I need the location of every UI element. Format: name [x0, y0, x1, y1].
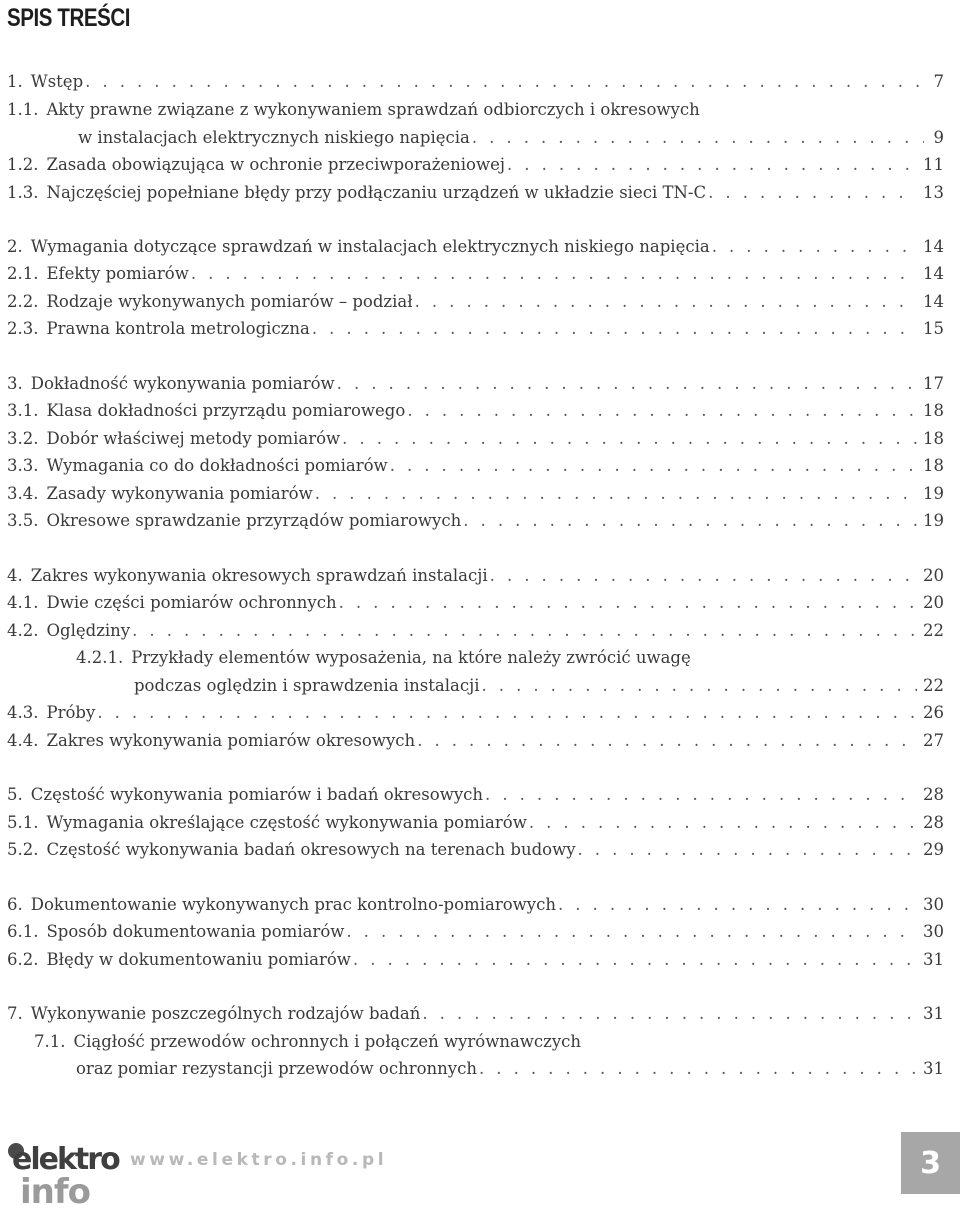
toc-entry-page: 30 [923, 922, 944, 941]
toc-entry[interactable] [0, 425, 960, 452]
toc-entry-title: Wymagania co do dokładności pomiarów [46, 456, 388, 475]
dot-leader [417, 727, 917, 754]
toc-entry[interactable] [0, 124, 960, 151]
toc-entry[interactable] [0, 1055, 960, 1082]
toc-entry-page: 7 [933, 72, 944, 91]
toc-entry-title: w instalacjach elektrycznych niskiego napięcia [78, 128, 470, 147]
toc-entry[interactable] [0, 891, 960, 918]
toc-entry[interactable] [0, 480, 960, 507]
toc-entry-title: Sposób dokumentowania pomiarów [46, 922, 345, 941]
toc-entry-number: 3.4. [7, 484, 39, 503]
toc-entry-title: Dwie części pomiarów ochronnych [46, 593, 337, 612]
dot-leader [490, 562, 917, 589]
dot-leader [578, 836, 917, 863]
toc-entry[interactable] [0, 781, 960, 808]
toc-entry-title: Wykonywanie poszczególnych rodzajów badań [30, 1004, 421, 1023]
toc-entry-page: 28 [923, 813, 944, 832]
toc-entry-page: 27 [923, 731, 944, 750]
toc-entry-page: 18 [923, 401, 944, 420]
toc-entry[interactable] [0, 315, 960, 342]
toc-entry-page: 9 [933, 128, 944, 147]
toc-entry-number: 7.1. [34, 1032, 66, 1051]
toc-entry-title: Akty prawne związane z wykonywaniem sprawdzań odbiorczych i okresowych [46, 100, 700, 119]
toc-entry-title: Klasa dokładności przyrządu pomiarowego [46, 401, 406, 420]
dot-leader [415, 288, 917, 315]
toc-entry-title: Okresowe sprawdzanie przyrządów pomiarowych [46, 511, 462, 530]
toc-entry[interactable] [0, 617, 960, 644]
toc-entry[interactable] [0, 96, 960, 123]
toc-entry-page: 31 [923, 1059, 944, 1078]
toc-entry[interactable] [0, 562, 960, 589]
toc-entry[interactable] [0, 918, 960, 945]
toc-entry-title: Dokumentowanie wykonywanych prac kontrolno-pomiarowych [30, 895, 556, 914]
dot-leader [422, 1000, 917, 1027]
toc-entry[interactable] [0, 672, 960, 699]
toc-entry-title: Oględziny [46, 621, 131, 640]
toc-entry-page: 14 [923, 237, 944, 256]
toc-entry-page: 15 [923, 319, 944, 338]
toc-entry-page: 22 [923, 621, 944, 640]
dot-leader [485, 781, 917, 808]
toc-entry-page: 19 [923, 484, 944, 503]
toc-entry-title: Zakres wykonywania okresowych sprawdzań instalacji [30, 566, 488, 585]
toc-entry-page: 17 [923, 374, 944, 393]
toc-entry-title: Rodzaje wykonywanych pomiarów – podział [46, 292, 413, 311]
dot-leader [342, 425, 917, 452]
toc-entry-page: 28 [923, 785, 944, 804]
dot-leader [712, 233, 917, 260]
dot-leader [85, 68, 924, 95]
logo-text-info: info [20, 1172, 91, 1207]
toc-entry[interactable] [0, 260, 960, 287]
toc-entry[interactable] [0, 370, 960, 397]
toc-entry-number: 3.5. [7, 511, 39, 530]
toc-entry-number: 5. [7, 785, 23, 804]
toc-entry-title: Zasady wykonywania pomiarów [46, 484, 313, 503]
toc-entry-number: 6.2. [7, 950, 39, 969]
toc-entry-title: Najczęściej popełniane błędy przy podłączaniu urządzeń w układzie sieci TN-C [46, 183, 707, 202]
dot-leader [337, 370, 917, 397]
toc-entry-title: Zasada obowiązująca w ochronie przeciwporażeniowej [46, 155, 505, 174]
toc-entry-number: 6. [7, 895, 23, 914]
toc-entry-title: Przykłady elementów wyposażenia, na które należy zwrócić uwagę [131, 648, 691, 667]
dot-leader [353, 946, 917, 973]
toc-entry[interactable] [0, 288, 960, 315]
toc-entry[interactable] [0, 507, 960, 534]
toc-entry-page: 14 [923, 264, 944, 283]
toc-entry[interactable] [0, 179, 960, 206]
dot-leader [132, 617, 917, 644]
toc-entry-page: 18 [923, 429, 944, 448]
toc-entry-title: Wymagania określające częstość wykonywania pomiarów [46, 813, 527, 832]
toc-entry-title: Dokładność wykonywania pomiarów [30, 374, 335, 393]
toc-entry-page: 22 [923, 676, 944, 695]
toc-entry-number: 5.1. [7, 813, 39, 832]
toc-entry-page: 26 [923, 703, 944, 722]
toc-entry[interactable] [0, 397, 960, 424]
toc-entry-page: 19 [923, 511, 944, 530]
toc-entry-page: 14 [923, 292, 944, 311]
toc-entry-number: 3.3. [7, 456, 39, 475]
dot-leader [479, 1055, 917, 1082]
toc-entry-page: 30 [923, 895, 944, 914]
toc-entry-page: 11 [923, 155, 944, 174]
toc-entry-number: 3.2. [7, 429, 39, 448]
dot-leader [191, 260, 917, 287]
elektro-info-logo [6, 1133, 124, 1207]
toc-entry-number: 1. [7, 72, 23, 91]
toc-entry-number: 5.2. [7, 840, 39, 859]
toc-entry-number: 2.1. [7, 264, 39, 283]
toc-entry[interactable] [0, 836, 960, 863]
dot-leader [339, 589, 917, 616]
toc-entry[interactable] [0, 1000, 960, 1027]
toc-entry-title: Efekty pomiarów [46, 264, 189, 283]
toc-entry[interactable] [0, 809, 960, 836]
toc-entry-title: Próby [46, 703, 96, 722]
dot-leader [346, 918, 917, 945]
dot-leader [708, 179, 917, 206]
toc-entry-page: 20 [923, 566, 944, 585]
toc-entry-number: 4.1. [7, 593, 39, 612]
toc-entry-page: 31 [923, 1004, 944, 1023]
toc-entry-title: Częstość wykonywania badań okresowych na terenach budowy [46, 840, 576, 859]
toc-entry-title: Wymagania dotyczące sprawdzań w instalacjach elektrycznych niskiego napięcia [30, 237, 710, 256]
toc-entry[interactable] [0, 699, 960, 726]
toc-entry[interactable] [0, 727, 960, 754]
dot-leader [558, 891, 917, 918]
toc-entry-title: Dobór właściwej metody pomiarów [46, 429, 341, 448]
page-title: SPIS TREŚCI [7, 4, 131, 32]
toc-entry-page: 20 [923, 593, 944, 612]
toc-entry-page: 29 [923, 840, 944, 859]
toc-entry-number: 4.2. [7, 621, 39, 640]
toc-entry-page: 31 [923, 950, 944, 969]
logo-text-elektro: elektro [12, 1142, 119, 1177]
toc-entry-number: 1.3. [7, 183, 39, 202]
dot-leader [97, 699, 917, 726]
dot-leader [507, 151, 917, 178]
toc-entry-title: Zakres wykonywania pomiarów okresowych [46, 731, 416, 750]
toc-entry[interactable] [0, 68, 960, 95]
toc-entry-number: 3.1. [7, 401, 39, 420]
toc-entry[interactable] [0, 589, 960, 616]
toc-entry-title: oraz pomiar rezystancji przewodów ochronnych [76, 1059, 477, 1078]
dot-leader [390, 452, 917, 479]
toc-entry-title: podczas oględzin i sprawdzenia instalacji [134, 676, 480, 695]
dot-leader [463, 507, 917, 534]
page-number-badge: 3 [901, 1132, 960, 1194]
toc-entry[interactable] [0, 644, 960, 671]
toc-entry[interactable] [0, 452, 960, 479]
toc-entry-number: 1.2. [7, 155, 39, 174]
toc-entry[interactable] [0, 233, 960, 260]
toc-entry-number: 2. [7, 237, 23, 256]
toc-entry-number: 2.3. [7, 319, 39, 338]
toc-entry-number: 4.3. [7, 703, 39, 722]
dot-leader [472, 124, 924, 151]
toc-entry-number: 2.2. [7, 292, 39, 311]
dot-leader [529, 809, 917, 836]
toc-entry-page: 13 [923, 183, 944, 202]
website-url[interactable]: www.elektro.info.pl [130, 1150, 388, 1170]
toc-entry-page: 18 [923, 456, 944, 475]
toc-entry[interactable] [0, 1028, 960, 1055]
toc-entry-number: 1.1. [7, 100, 39, 119]
toc-entry-number: 4.2.1. [76, 648, 124, 667]
dot-leader [315, 480, 917, 507]
dot-leader [312, 315, 917, 342]
toc-entry-number: 3. [7, 374, 23, 393]
toc-entry-title: Ciągłość przewodów ochronnych i połączeń wyrównawczych [73, 1032, 582, 1051]
toc-entry-number: 4. [7, 566, 23, 585]
toc-entry[interactable] [0, 946, 960, 973]
toc-entry-title: Prawna kontrola metrologiczna [46, 319, 310, 338]
toc-entry-number: 4.4. [7, 731, 39, 750]
toc-entry[interactable] [0, 151, 960, 178]
dot-leader [481, 672, 917, 699]
toc-entry-number: 6.1. [7, 922, 39, 941]
toc-entry-number: 7. [7, 1004, 23, 1023]
toc-entry-title: Błędy w dokumentowaniu pomiarów [46, 950, 351, 969]
toc-entry-title: Częstość wykonywania pomiarów i badań okresowych [30, 785, 484, 804]
dot-leader [407, 397, 917, 424]
toc-entry-title: Wstęp [30, 72, 84, 91]
